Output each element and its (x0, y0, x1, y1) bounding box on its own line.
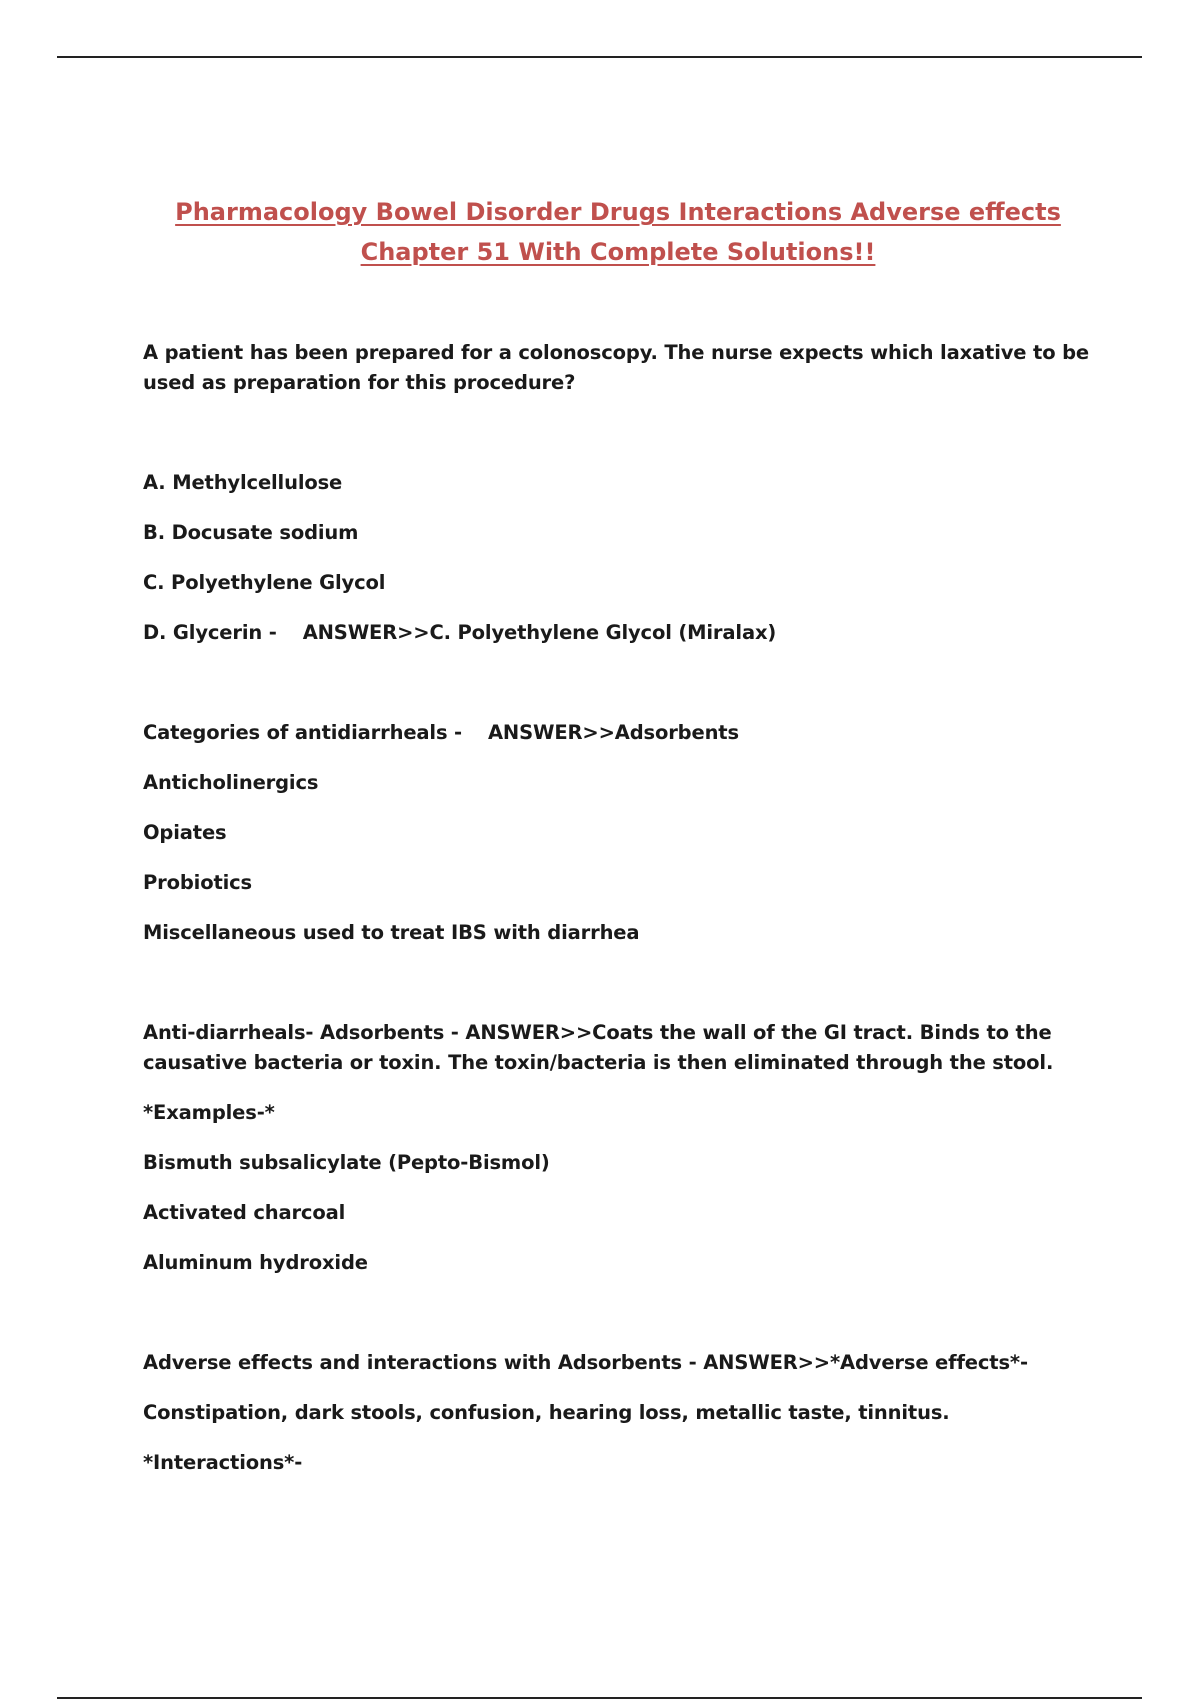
option-b: B. Docusate sodium (143, 521, 359, 544)
bottom-rule (57, 1697, 1142, 1699)
question-block-4 (143, 1348, 1103, 1478)
question-block-1 (143, 338, 1103, 648)
option-d: D. Glycerin - (143, 621, 277, 644)
top-rule (57, 56, 1142, 58)
question-text: A patient has been prepared for a colonoscopy. The nurse expects which laxative to be used as preparation for this procedure? (143, 341, 1089, 394)
title-line-1: Pharmacology Bowel Disorder Drugs Interactions Adverse effects (175, 198, 1061, 226)
question-text: Anti-diarrheals- Adsorbents - ANSWER>>Coats the wall of the GI tract. Binds to the causative bacteria or toxin. The toxin/bacteria is then eliminated through the stool. (143, 1021, 1054, 1074)
answer-text: ANSWER>>C. Polyethylene Glycol (Miralax) (302, 621, 777, 644)
question-text: Adverse effects and interactions with Adsorbents - ANSWER>>*Adverse effects*- (143, 1351, 1028, 1374)
title-line-2: Chapter 51 With Complete Solutions!! (360, 238, 876, 266)
answer-text: ANSWER>>Adsorbents (487, 721, 739, 744)
list-item: Miscellaneous used to treat IBS with diarrhea (143, 921, 640, 944)
question-text: Categories of antidiarrheals - (143, 721, 462, 744)
question-block-2 (143, 718, 1103, 948)
interactions-label: *Interactions*- (143, 1451, 303, 1474)
list-item: Aluminum hydroxide (143, 1251, 368, 1274)
examples-label: *Examples-* (143, 1101, 275, 1124)
question-row (143, 718, 1103, 748)
list-item: Opiates (143, 821, 227, 844)
question-block-3 (143, 1018, 1103, 1278)
list-item: Bismuth subsalicylate (Pepto-Bismol) (143, 1151, 550, 1174)
list-item: Probiotics (143, 871, 253, 894)
option-a: A. Methylcellulose (143, 471, 343, 494)
adverse-effects-text: Constipation, dark stools, confusion, hearing loss, metallic taste, tinnitus. (143, 1401, 950, 1424)
document-body (143, 338, 1103, 1498)
list-item: Anticholinergics (143, 771, 319, 794)
document-title (60, 192, 1176, 272)
list-item: Activated charcoal (143, 1201, 346, 1224)
option-d-row (143, 618, 1103, 648)
option-c: C. Polyethylene Glycol (143, 571, 386, 594)
